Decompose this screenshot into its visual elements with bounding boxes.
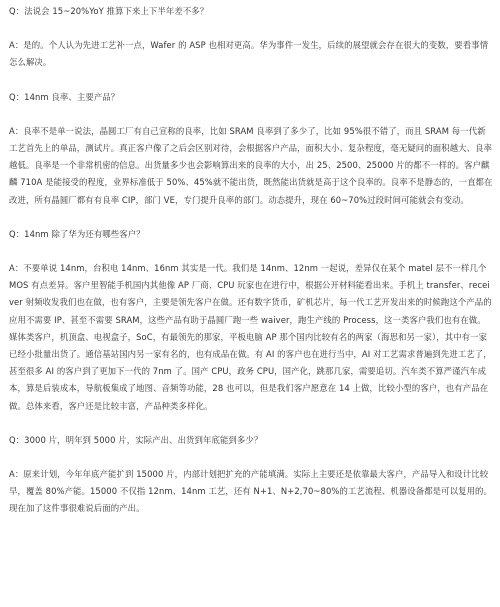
- answer-14nm-customers: A：不要单说 14nm，台积电 14nm、16nm 其实是一代。我们是 14nm、12nm 一起说，差异仅在某个 matel 层不一样几个 MOS 有点差异。客户里智能手机国内其他像 AP 厂商、CPU 玩家也在进行中，根据公开材料能看出来。手机上 transfer、receiver 射频收发我们也在做，也有客户，主要是领先客户在做。还有数字货币，矿机芯片，每一代工艺开发出来的时候跑这个产品的应用不需要 IP、甚至不需要 SRAM，这些产品有助于晶圆厂跑一些 waiver，跑生产线的 Process，这一类客户我们也有在做。媒体类客户，机顶盒、电视盒子，SoC，有最领先的那家，平板电脑 AP 那个国内比较有名的两家（海思和另一家），其中有一家已经小批量出货了。通信基站国内另一家有名的，也有成品在做。有 AI 的客户也在进行当中，AI 对工艺需求普遍到先进工艺了，甚至很多 AI 的客户到了更加下一代的 7nm 了。国产 CPU，政务 CPU，国产化，跳那几家，需要追切。汽车类不算严谨汽车成本，算是后装成本，导航板集成了地图、音频等功能，28 也可以，但是我们客户愿意在 14 上做，比较小型的客户，也有产品在做。总体来看，客户还是比较丰富，产品种类多样化。: [9, 263, 492, 411]
- question-yoy-guidance: Q：法说会 15~20%YoY 推算下来上下半年差不多？: [9, 6, 209, 16]
- answer-yoy-guidance: A：是的。个人认为先进工艺补一点，Wafer 的 ASP 也相对更高。华为事件一发生，后续的展望就会存在很大的变数，要看事情怎么解决。: [9, 40, 489, 68]
- question-14nm-customers: Q：14nm 除了华为还有哪些客户？: [9, 228, 145, 239]
- answer-capacity: A：原来计划，今年年底产能扩到 15000 片，内部计划把扩充的产能填满。实际上主要还是依靠最大客户，产品导入和设计比较早，覆盖 80%产能。15000 不仅指 12nm、14nm 工艺，还有 N+1、N+2,70~80%的工艺流程、机器设备都是可以复用的。现在加了这件事很难说后面的产出。: [9, 469, 493, 514]
- answer-14nm-yield: A：良率不是单一说法，晶圆工厂有自己宣称的良率，比如 SRAM 良率到了多少了，比如 95%很不错了，而且 SRAM 每一代新工艺首先上的单品，测试片。真正客户像了之后会区别对待，会根据客户产品，面积大小、复杂程度，毫无疑问的面积越大、良率越低。良率是一个非常机密的信息。出货量多少也会影响算出来的良率的大小，出 25、2500、25000 片的都不一样的。客户麒麟 710A 是能接受的程度，业界标准低于 50%、45%就不能出货，既然能出货就是高于这个良率的。良率不是静态的，一直都在改进，所有晶圆厂都有有良率 CIP，部门 VE，专门提升良率的部门。动态提升，现在 60~70%过段时间可能就会有变动。: [9, 125, 493, 205]
- question-14nm-yield: Q：14nm 良率、主要产品？: [9, 91, 120, 102]
- question-capacity: Q：3000 片，明年到 5000 片，实际产出、出货到年底能到多少？: [9, 434, 263, 445]
